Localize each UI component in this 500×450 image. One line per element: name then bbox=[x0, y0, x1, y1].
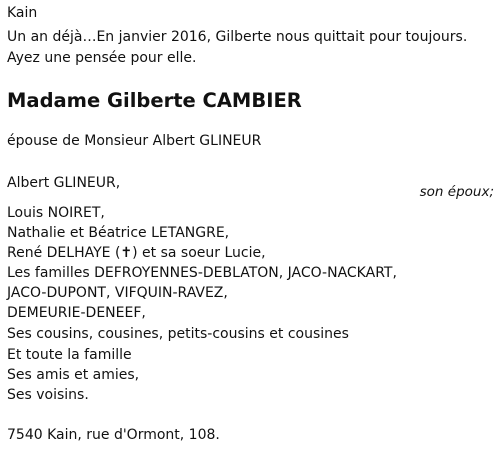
husband-role: son époux; bbox=[419, 184, 494, 200]
intro-text: Un an déjà…En janvier 2016, Gilberte nous quittait pour toujours. Ayez une pensée pour elle. bbox=[7, 29, 468, 66]
husband-name: Albert GLINEUR, bbox=[7, 175, 121, 191]
place-label: Kain bbox=[7, 5, 38, 21]
deceased-name: Madame Gilberte CAMBIER bbox=[7, 89, 302, 112]
family-member: Ses voisins. bbox=[7, 387, 89, 403]
family-member: Ses amis et amies, bbox=[7, 367, 140, 383]
family-member: DEMEURIE-DENEEF, bbox=[7, 305, 146, 321]
family-member: Et toute la famille bbox=[7, 347, 132, 363]
spouse-line: épouse de Monsieur Albert GLINEUR bbox=[7, 133, 262, 149]
family-member: Louis NOIRET, bbox=[7, 205, 105, 221]
family-member: JACO-DUPONT, VIFQUIN-RAVEZ, bbox=[7, 285, 228, 301]
family-member: Nathalie et Béatrice LETANGRE, bbox=[7, 225, 230, 241]
family-member: Les familles DEFROYENNES-DEBLATON, JACO-NACKART, bbox=[7, 265, 397, 281]
family-member: Ses cousins, cousines, petits-cousins et cousines bbox=[7, 326, 349, 342]
address-line: 7540 Kain, rue d'Ormont, 108. bbox=[7, 427, 220, 443]
family-member: René DELHAYE (✝) et sa soeur Lucie, bbox=[7, 245, 266, 261]
